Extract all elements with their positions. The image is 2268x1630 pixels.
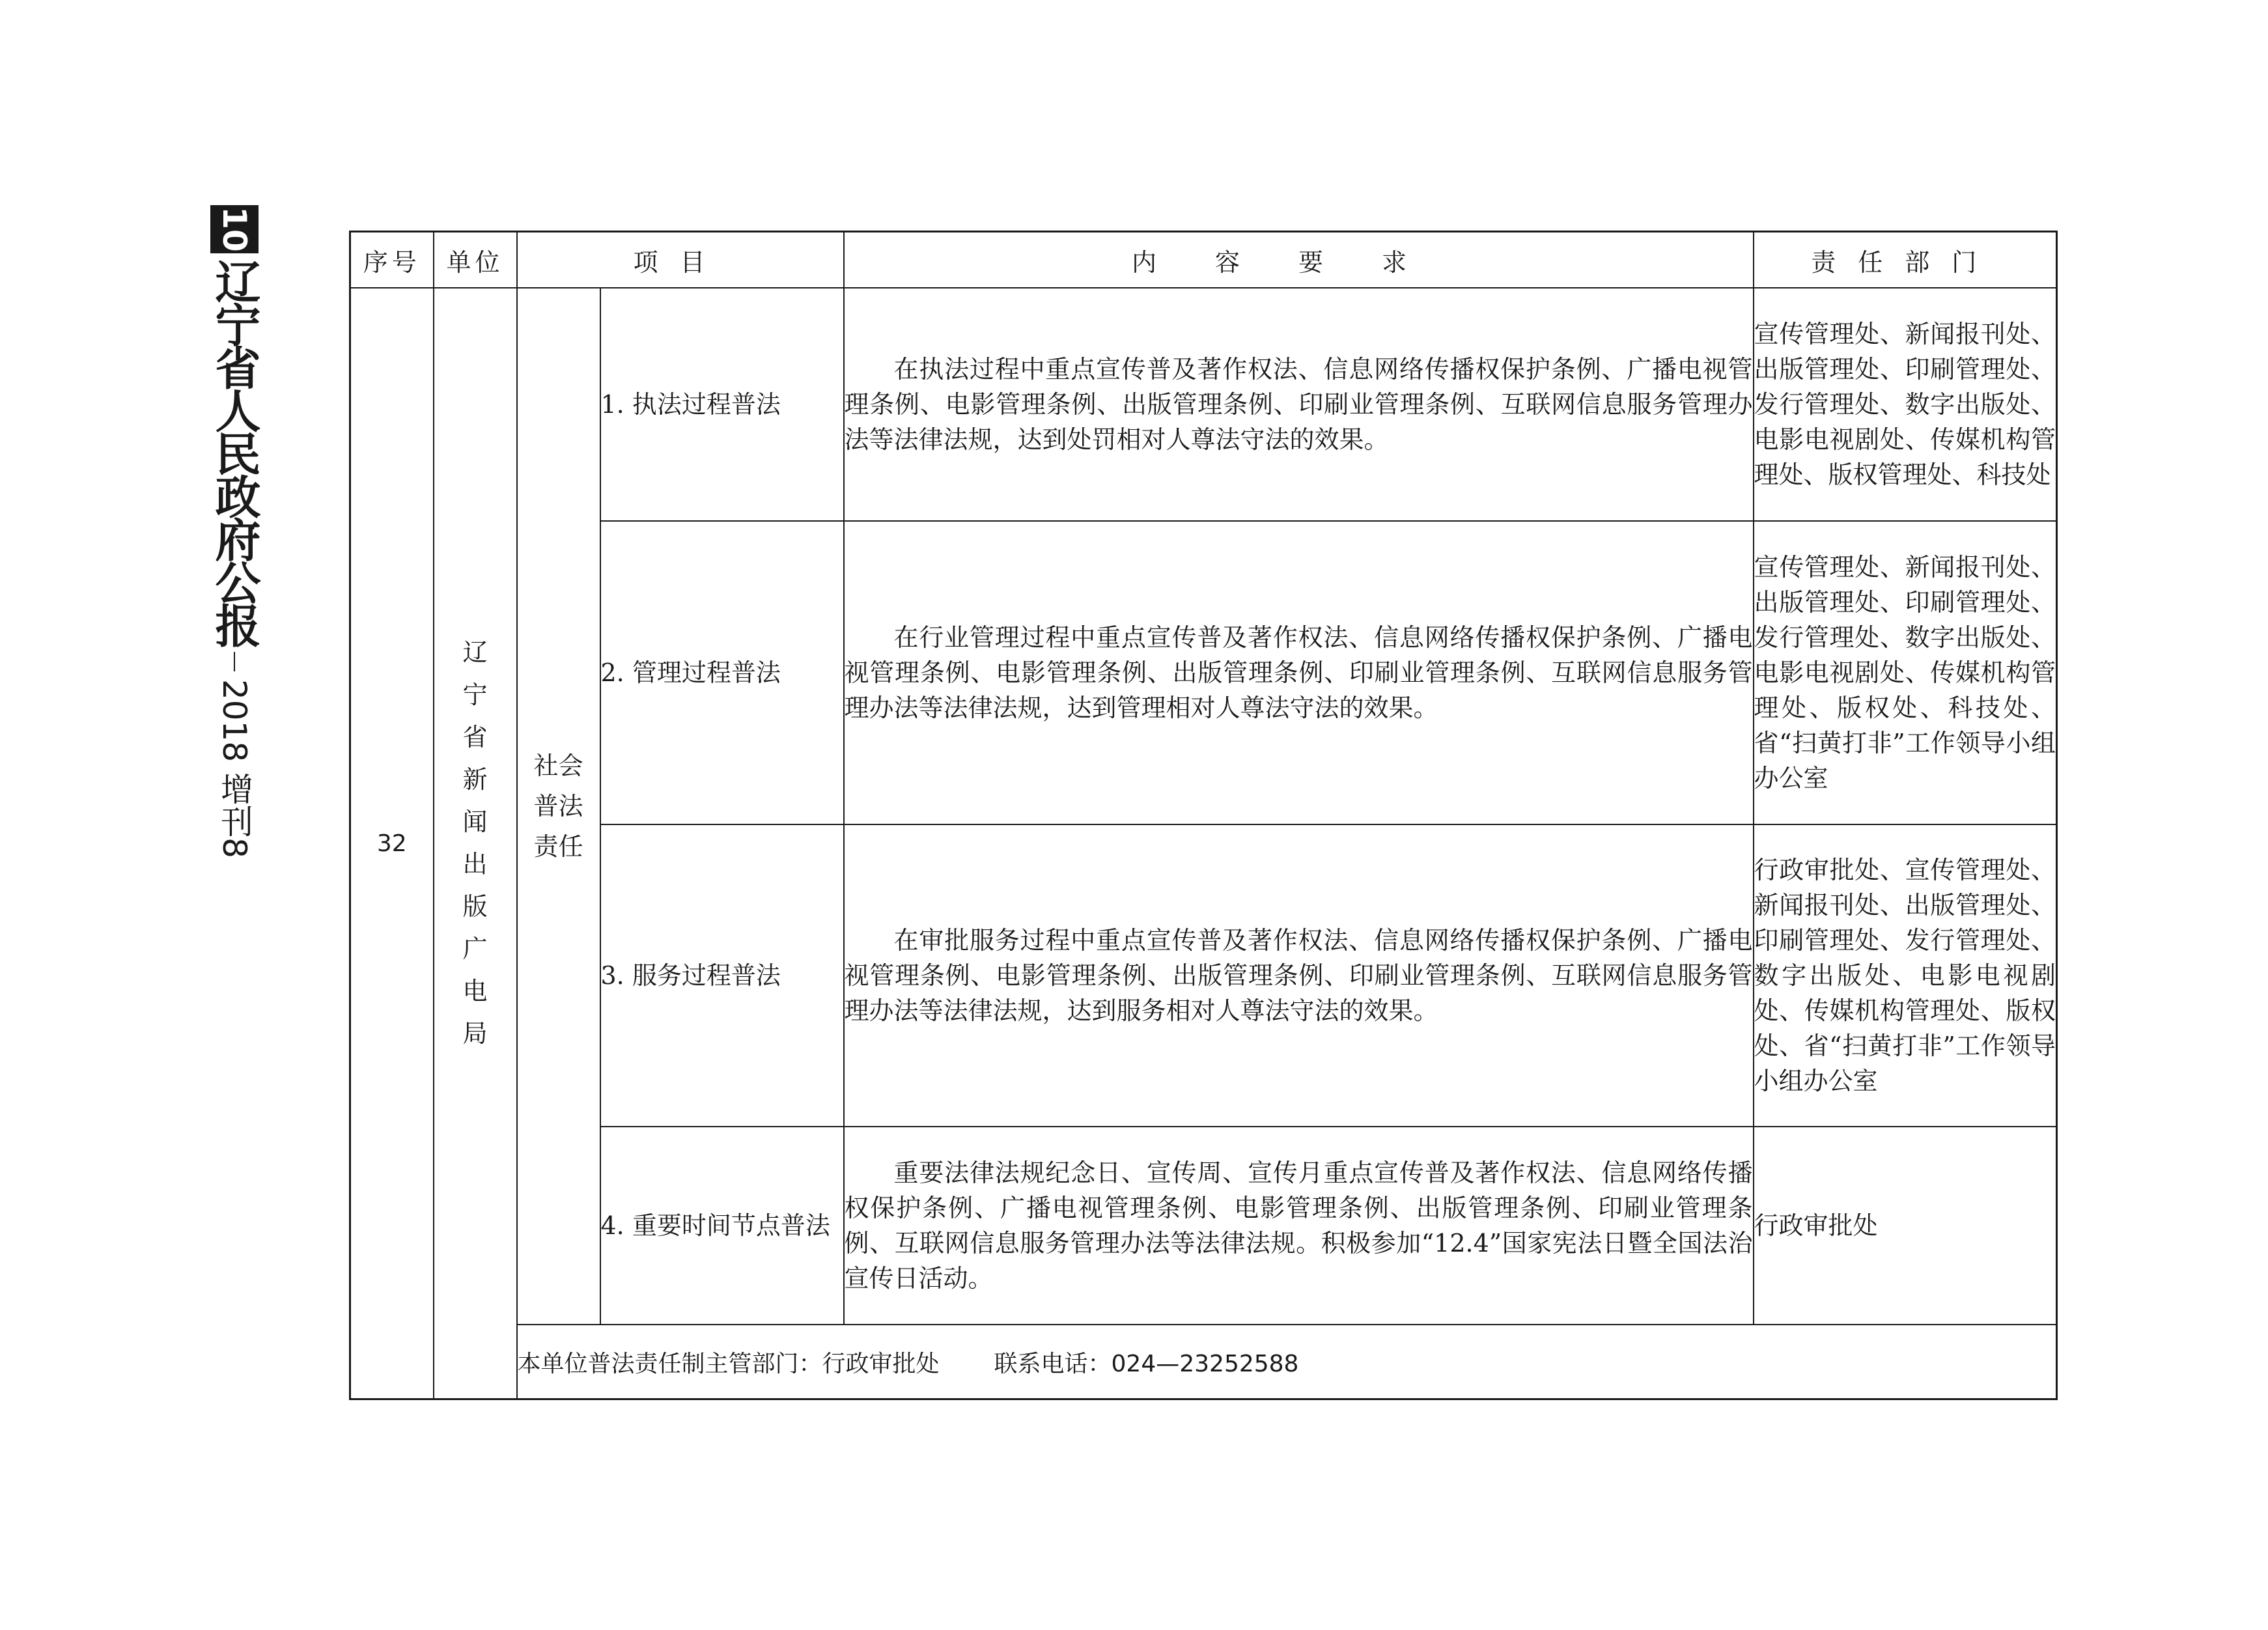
item-cell <box>600 1127 844 1325</box>
footer-row <box>350 1325 2057 1399</box>
table-header-row <box>350 232 2057 288</box>
unit-name-vertical <box>434 632 516 1055</box>
unit-name-char: 宁 <box>462 681 488 709</box>
dept-cell: 宣传管理处、新闻报刊处、出版管理处、印刷管理处、发行管理处、数字出版处、电影电视剧处、传媒机构管理处、版权处、科技处、省“扫黄打非”工作领导小组办公室 <box>1754 521 2057 824</box>
table-row <box>350 521 2057 824</box>
item-cell <box>600 288 844 521</box>
item-cell <box>600 824 844 1127</box>
responsibility-table <box>349 231 2058 1400</box>
running-header <box>207 205 262 858</box>
content-cell <box>844 824 1754 1127</box>
item-cell <box>600 521 844 824</box>
item-index: 3. <box>600 961 624 990</box>
header-dept: 责任部门 <box>1754 232 2057 288</box>
content-text: 重要法律法规纪念日、宣传周、宣传月重点宣传普及著作权法、信息网络传播权保护条例、广播电视管理条例、电影管理条例、出版管理条例、印刷业管理条例、互联网信息服务管理办法等法律法规。积极参加“12.4”国家宪法日暨全国法治宣传日活动。 <box>844 1159 1753 1293</box>
category-cell <box>517 288 600 1325</box>
unit-name-char: 电 <box>462 977 488 1005</box>
content-cell <box>844 1127 1754 1325</box>
serial-cell: 32 <box>350 288 434 1399</box>
unit-name-char: 广 <box>462 934 488 963</box>
table-row <box>350 288 2057 521</box>
dept-cell: 行政审批处 <box>1754 1127 2057 1325</box>
header-serial: 序号 <box>350 232 434 288</box>
content-text: 在审批服务过程中重点宣传普及著作权法、信息网络传播权保护条例、广播电视管理条例、电影管理条例、出版管理条例、印刷业管理条例、互联网信息服务管理办法等法律法规，达到服务相对人尊法守法的效果。 <box>844 926 1753 1025</box>
header-separator <box>234 652 235 671</box>
dept-cell: 宣传管理处、新闻报刊处、出版管理处、印刷管理处、发行管理处、数字出版处、电影电视剧处、传媒机构管理处、版权管理处、科技处 <box>1754 288 2057 521</box>
table-row <box>350 1127 2057 1325</box>
unit-name-char: 省 <box>462 723 488 752</box>
unit-name-char: 版 <box>462 892 488 921</box>
item-title: 管理过程普法 <box>632 658 781 687</box>
unit-name-char: 辽 <box>462 638 488 667</box>
header-unit: 单位 <box>434 232 517 288</box>
item-index: 4. <box>600 1211 624 1240</box>
header-content: 内容要求 <box>844 232 1754 288</box>
table-row <box>350 824 2057 1127</box>
issue-label: 2018 增刊8 <box>216 679 253 858</box>
content-cell <box>844 288 1754 521</box>
page-number-box <box>210 205 259 253</box>
item-index: 2. <box>600 658 624 687</box>
item-title: 重要时间节点普法 <box>632 1211 830 1240</box>
unit-name-char: 出 <box>462 850 488 878</box>
item-title: 执法过程普法 <box>632 390 781 419</box>
unit-name-char: 闻 <box>462 808 488 836</box>
unit-name-char: 新 <box>462 765 488 794</box>
unit-name-char: 局 <box>462 1019 488 1048</box>
dept-cell: 行政审批处、宣传管理处、新闻报刊处、出版管理处、印刷管理处、发行管理处、数字出版处、电影电视剧处、传媒机构管理处、版权处、省“扫黄打非”工作领导小组办公室 <box>1754 824 2057 1127</box>
header-project: 项目 <box>517 232 844 288</box>
category-label: 社会普法责任 <box>533 752 583 861</box>
footer-cell <box>517 1325 2057 1399</box>
item-title: 服务过程普法 <box>632 961 781 990</box>
footer-phone-label: 联系电话：024—23252588 <box>994 1350 1299 1377</box>
item-index: 1. <box>600 390 624 419</box>
content-text: 在执法过程中重点宣传普及著作权法、信息网络传播权保护条例、广播电视管理条例、电影管理条例、出版管理条例、印刷业管理条例、互联网信息服务管理办法等法律法规，达到处罚相对人尊法守法的效果。 <box>844 355 1753 454</box>
content-text: 在行业管理过程中重点宣传普及著作权法、信息网络传播权保护条例、广播电视管理条例、电影管理条例、出版管理条例、印刷业管理条例、互联网信息服务管理办法等法律法规，达到管理相对人尊法守法的效果。 <box>844 623 1753 722</box>
page-number: 10 <box>216 206 253 252</box>
journal-title: 辽宁省人民政府公报 <box>208 259 262 645</box>
content-cell <box>844 521 1754 824</box>
footer-dept-label: 本单位普法责任制主管部门：行政审批处 <box>517 1350 940 1377</box>
unit-cell <box>434 288 517 1399</box>
